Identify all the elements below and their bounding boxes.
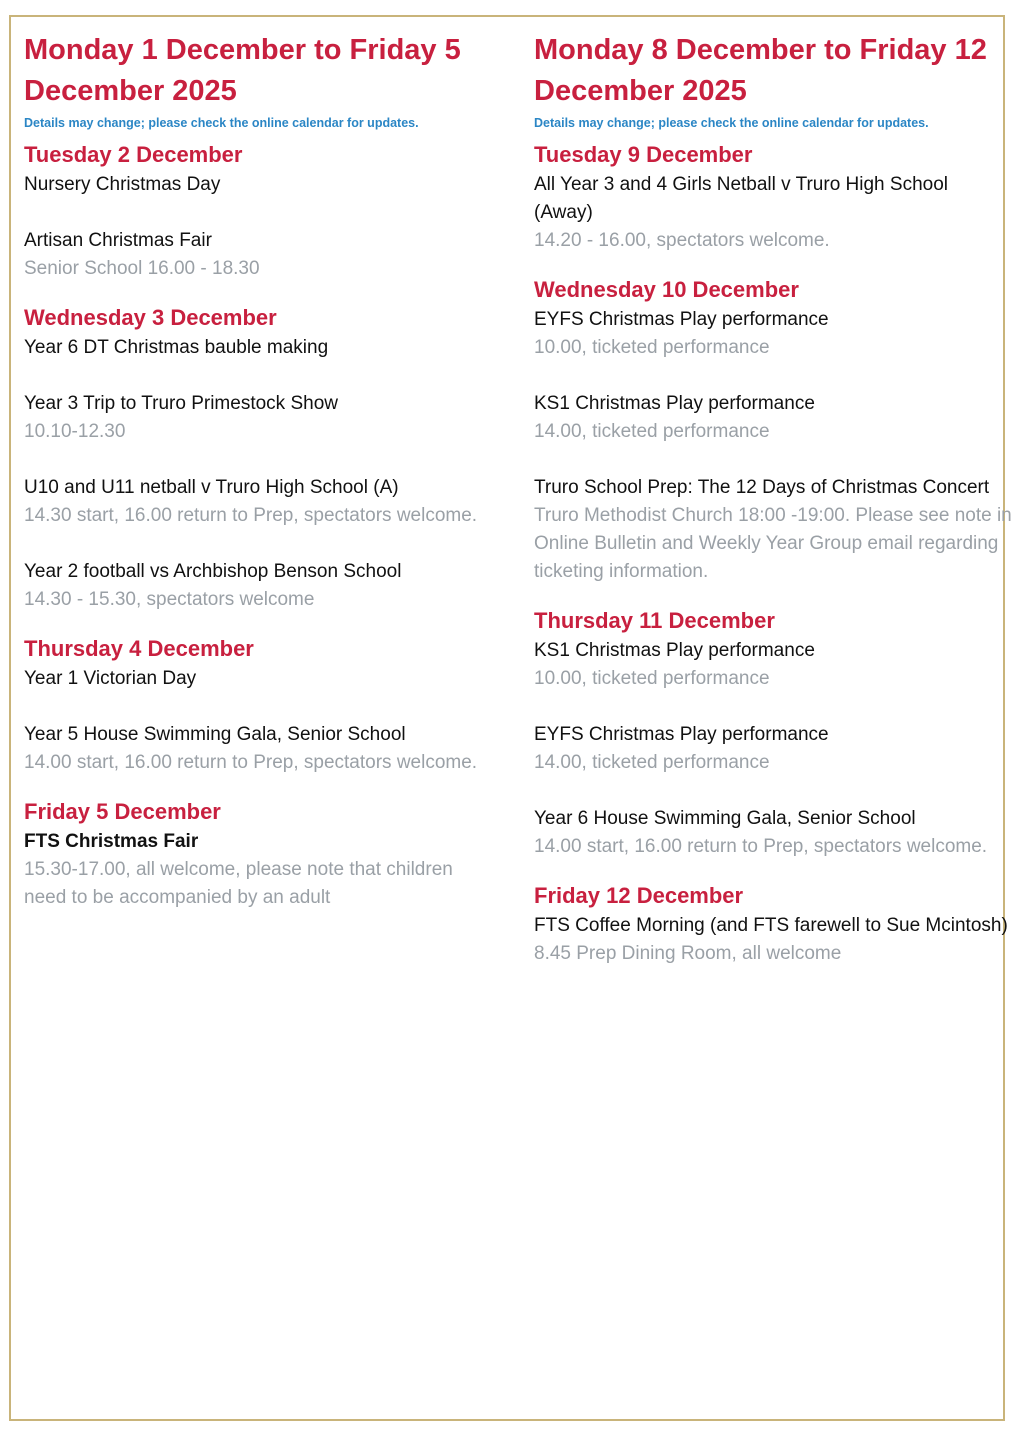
day-heading: Thursday 11 December xyxy=(534,608,775,633)
event-title: Year 1 Victorian Day xyxy=(24,668,197,689)
event-title: KS1 Christmas Play performance xyxy=(534,640,815,661)
event-item xyxy=(534,805,1012,861)
week-column-2 xyxy=(534,30,1012,987)
day-section xyxy=(24,139,494,283)
week-title: Monday 1 December to Friday 5 December 2025 xyxy=(24,34,461,107)
event-item xyxy=(24,828,494,912)
update-note: Details may change; please check the online calendar for updates. xyxy=(24,116,419,130)
event-detail: 14.20 - 16.00, spectators welcome. xyxy=(534,230,830,251)
day-section xyxy=(534,605,1012,861)
event-detail: 14.30 start, 16.00 return to Prep, spectators welcome. xyxy=(24,505,478,526)
event-title: Year 3 Trip to Truro Primestock Show xyxy=(24,393,338,414)
event-item xyxy=(24,334,494,362)
event-item xyxy=(24,474,494,530)
event-detail: 10.10-12.30 xyxy=(24,421,126,442)
event-title: All Year 3 and 4 Girls Netball v Truro High School (Away) xyxy=(534,174,948,223)
day-heading: Tuesday 9 December xyxy=(534,142,753,167)
event-detail: 14.30 - 15.30, spectators welcome xyxy=(24,589,315,610)
event-detail: 14.00, ticketed performance xyxy=(534,752,770,773)
week-title: Monday 8 December to Friday 12 December 2025 xyxy=(534,34,987,107)
event-item xyxy=(534,912,1012,968)
event-detail: Senior School 16.00 - 18.30 xyxy=(24,258,260,279)
event-item xyxy=(534,721,1012,777)
event-title: Artisan Christmas Fair xyxy=(24,230,212,251)
event-item xyxy=(24,390,494,446)
event-detail: 8.45 Prep Dining Room, all welcome xyxy=(534,943,842,964)
update-note: Details may change; please check the online calendar for updates. xyxy=(534,116,929,130)
event-title: Truro School Prep: The 12 Days of Christmas Concert xyxy=(534,477,990,498)
day-section xyxy=(24,796,494,912)
event-item xyxy=(24,171,494,199)
day-section xyxy=(24,633,494,777)
day-heading: Tuesday 2 December xyxy=(24,142,243,167)
event-item xyxy=(24,558,494,614)
event-item xyxy=(24,227,494,283)
event-item xyxy=(534,474,1012,586)
event-detail: 14.00 start, 16.00 return to Prep, spectators welcome. xyxy=(24,752,478,773)
day-heading: Thursday 4 December xyxy=(24,636,254,661)
event-title: FTS Coffee Morning (and FTS farewell to Sue Mcintosh) xyxy=(534,915,1008,936)
week-column-1 xyxy=(24,30,494,931)
event-item xyxy=(24,721,494,777)
event-item xyxy=(534,306,1012,362)
event-title: Year 2 football vs Archbishop Benson School xyxy=(24,561,402,582)
day-heading: Friday 12 December xyxy=(534,883,744,908)
day-heading: Friday 5 December xyxy=(24,799,221,824)
event-item xyxy=(24,665,494,693)
event-title: EYFS Christmas Play performance xyxy=(534,309,829,330)
event-detail: 14.00 start, 16.00 return to Prep, spectators welcome. xyxy=(534,836,988,857)
event-detail: 15.30-17.00, all welcome, please note that children need to be accompanied by an adult xyxy=(24,859,453,908)
day-heading: Wednesday 3 December xyxy=(24,305,277,330)
event-detail: 10.00, ticketed performance xyxy=(534,337,770,358)
event-title: Nursery Christmas Day xyxy=(24,174,221,195)
event-title: U10 and U11 netball v Truro High School (A) xyxy=(24,477,399,498)
event-title: Year 6 DT Christmas bauble making xyxy=(24,337,329,358)
event-item xyxy=(534,171,1012,255)
event-detail: 10.00, ticketed performance xyxy=(534,668,770,689)
day-section xyxy=(534,274,1012,586)
event-detail: 14.00, ticketed performance xyxy=(534,421,770,442)
event-title: EYFS Christmas Play performance xyxy=(534,724,829,745)
event-title: Year 6 House Swimming Gala, Senior School xyxy=(534,808,916,829)
event-item xyxy=(534,390,1012,446)
day-heading: Wednesday 10 December xyxy=(534,277,799,302)
event-title: FTS Christmas Fair xyxy=(24,831,199,852)
event-title: KS1 Christmas Play performance xyxy=(534,393,815,414)
day-section xyxy=(534,139,1012,255)
event-item xyxy=(534,637,1012,693)
event-title: Year 5 House Swimming Gala, Senior School xyxy=(24,724,406,745)
day-section xyxy=(534,880,1012,968)
day-section xyxy=(24,302,494,614)
event-detail: Truro Methodist Church 18:00 -19:00. Please see note in Online Bulletin and Weekly Year Group email regarding ticketing information. xyxy=(534,505,1012,582)
